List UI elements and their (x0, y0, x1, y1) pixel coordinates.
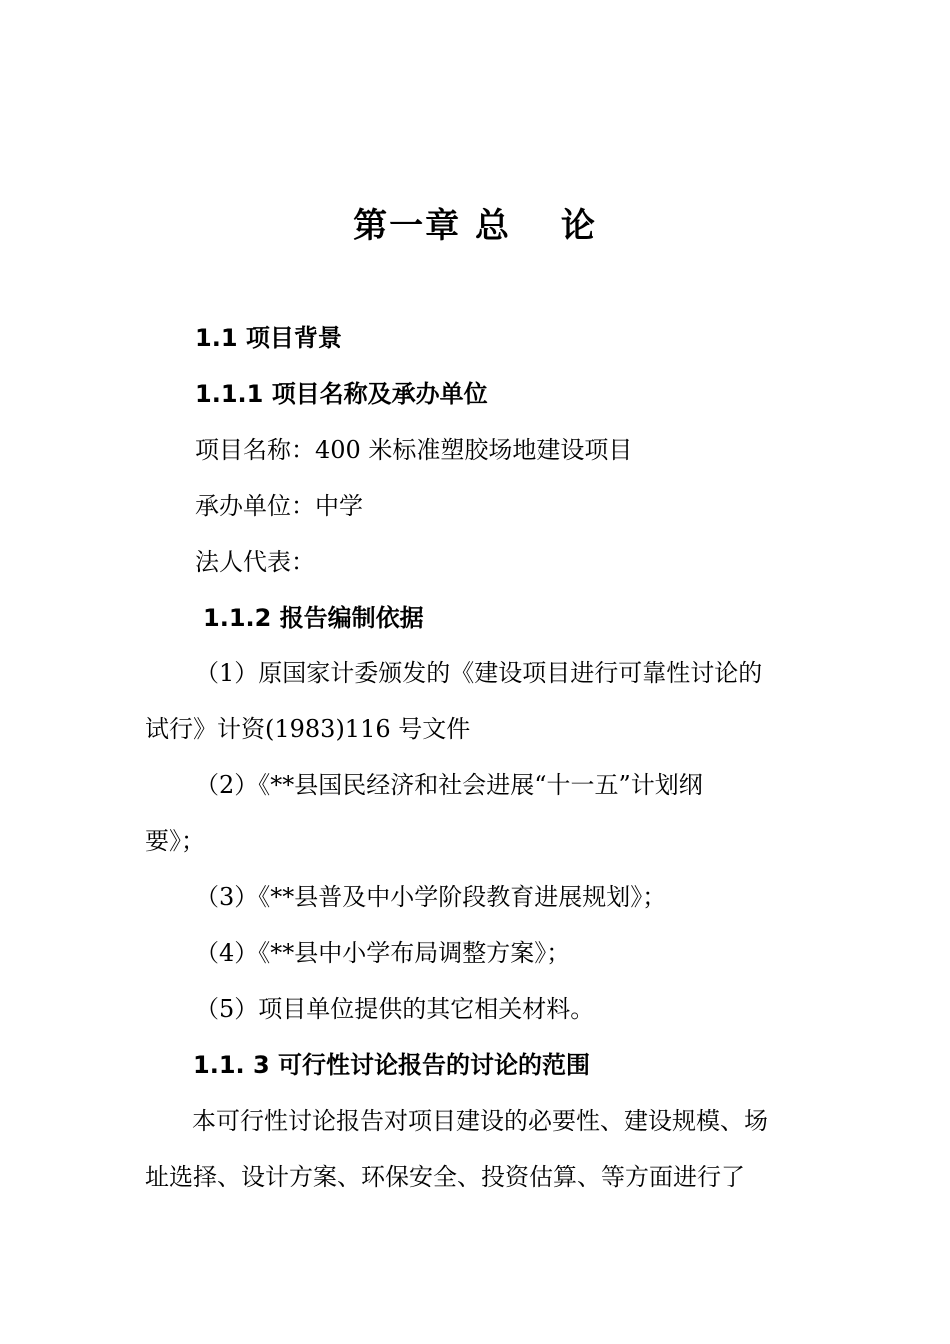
scope-paragraph-line-1: 本可行性讨论报告对项目建设的必要性、建设规模、场 (192, 1107, 768, 1135)
section-heading-1-1-3: 1.1. 3 可行性讨论报告的讨论的范围 (193, 1051, 591, 1079)
section-heading-1-1-2: 1.1.2 报告编制依据 (203, 604, 424, 632)
section-heading-1-1: 1.1 项目背景 (195, 324, 342, 352)
basis-item-5: （5）项目单位提供的其它相关材料。 (195, 995, 595, 1023)
basis-item-3: （3）《**县普及中小学阶段教育进展规划》； (195, 883, 667, 911)
basis-item-4: （4）《**县中小学布局调整方案》； (195, 939, 571, 967)
scope-paragraph-line-2: 址选择、设计方案、环保安全、投资估算、等方面进行了 (145, 1163, 745, 1191)
basis-item-2-line-1: （2）《**县国民经济和社会进展“十一五”计划纲 (195, 771, 703, 799)
basis-item-1-line-1: （1）原国家计委颁发的《建设项目进行可靠性讨论的 (195, 659, 763, 687)
legal-representative-line: 法人代表： (195, 548, 315, 576)
organizer-line: 承办单位：中学 (195, 492, 363, 520)
basis-item-1-line-2: 试行》计资(1983)116 号文件 (145, 715, 471, 743)
section-heading-1-1-1: 1.1.1 项目名称及承办单位 (195, 380, 488, 408)
project-name-line: 项目名称：400 米标准塑胶场地建设项目 (195, 436, 633, 464)
chapter-title: 第一章 总 论 (353, 206, 597, 246)
basis-item-2-line-2: 要》； (145, 827, 205, 855)
